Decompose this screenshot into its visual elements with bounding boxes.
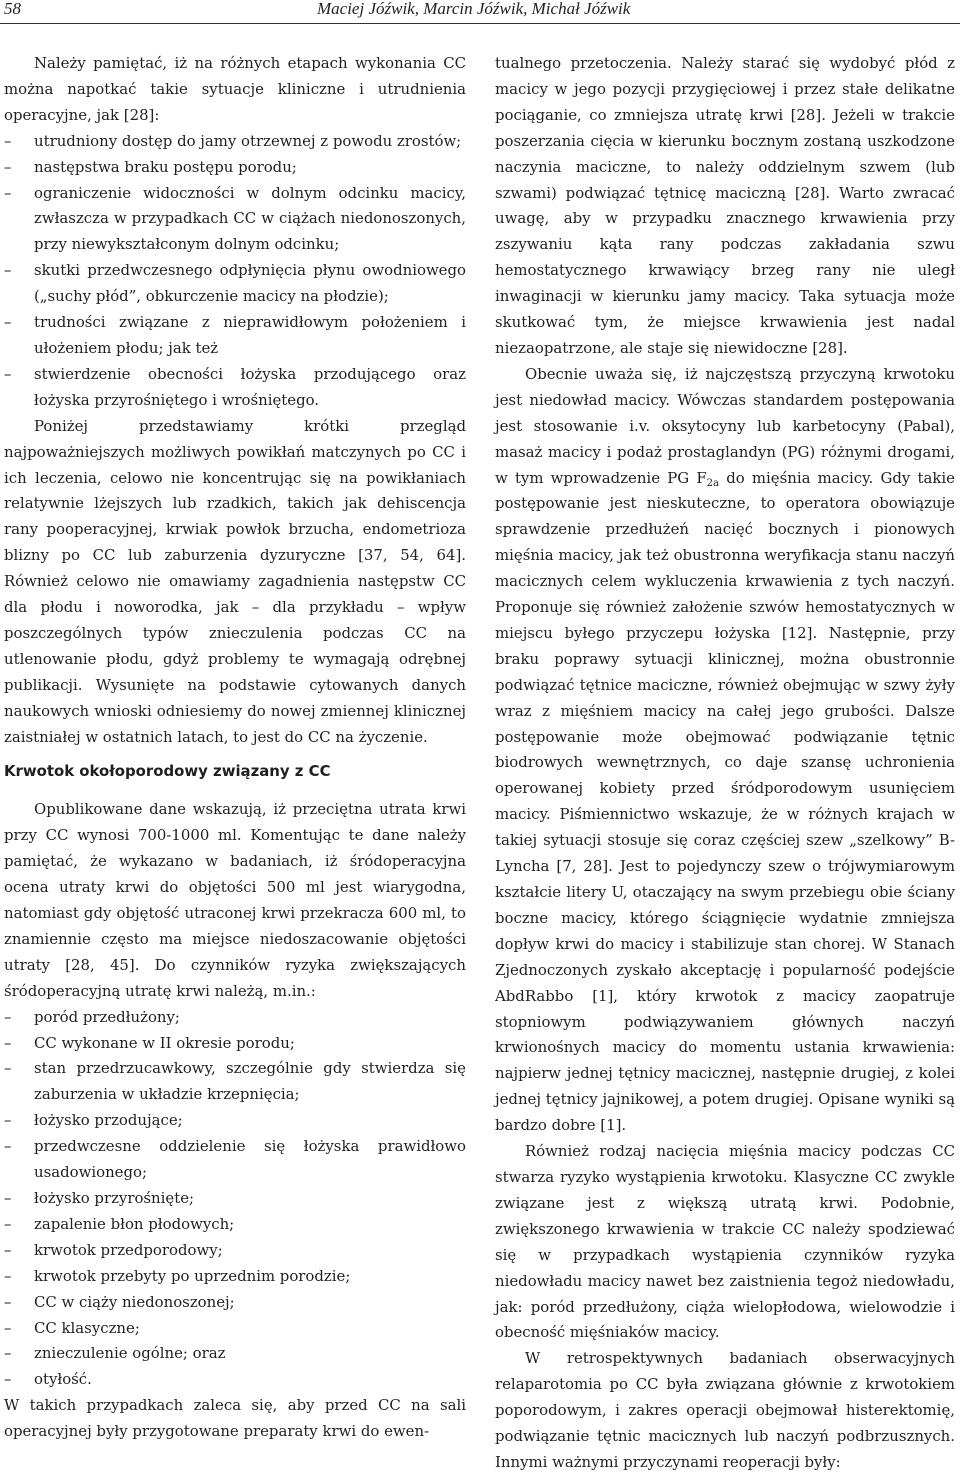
page-header [0, 0, 960, 26]
overview-paragraph: Poniżej przedstawiamy krótki przegląd najpoważniejszych możliwych powikłań matczynych po CC i ich leczenia, celowo nie koncentrując się na powikłaniach relatywnie lżejszych lub rzadkich, takich jak dehiscencja rany pooperacyjnej, krwiak powłok brzucha, endometrioza blizny po CC lub zaburzenia dyzuryczne [37, 54, 64]. Również celowo nie omawiamy zagadnienia następstw CC dla płodu i noworodka, jak – dla przykładu – wpływ poszczególnych typów znieczulenia podczas CC na utlenowanie płodu, gdyż problemy te wymagają odrębnej publikacji. Wysunięte na podstawie cytowanych danych naukowych wnioski odniesiemy do nowej zmiennej klinicznej zaistniałej w ostatnich latach, to jest do CC na życzenie. [4, 416, 466, 746]
section-heading: Krwotok okołoporodowy związany z CC [4, 762, 331, 781]
continuation-paragraph: tualnego przetoczenia. Należy starać się wydobyć płód z macicy w jego pozycji przygięciowej i przez stałe delikatne pociąganie, co zmniejsza utratę krwi [28]. Jeżeli w trakcie poszerzania cięcia w kierunku bocznym zostaną uszkodzone naczynia maciczne, to należy oddzielnym szwem (lub szwami) podwiązać tętnicę maciczną [28]. Warto zwracać uwagę, aby w przypadku znacznego krwawienia przy zszywaniu kąta rany podczas zakładania szwu hemostatycznego krwawiący brzeg rany nie uległ inwaginacji w kierunku jamy macicy. Taka sytuacja może skutkować tym, że miejsce krwawienia jest nadal niezaopatrzone, ale staje się niewidoczne [28]. [495, 54, 955, 357]
right-column [495, 51, 955, 1476]
list-item: – utrudniony dostęp do jamy otrzewnej z powodu zrostów; [4, 129, 466, 155]
list-item: – CC wykonane w II okresie porodu; [4, 1031, 466, 1057]
operative-difficulties-list [4, 129, 466, 414]
subscript: 2a [706, 477, 719, 489]
intro-paragraph: Należy pamiętać, iż na różnych etapach wykonania CC można napotkać takie sytuacje kliniczne i utrudnienia operacyjne, jak [28]: [4, 54, 466, 124]
list-item: – ograniczenie widoczności w dolnym odcinku macicy, zwłaszcza w przypadkach CC w ciążach niedonoszonych, przy niewykształconym dolnym odcinku; [4, 181, 466, 259]
paragraph-text: do mięśnia macicy. Gdy takie postępowanie jest nieskuteczne, to operatora obowiązuje sprawdzenie przedłużeń nacięć bocznych i pionowych mięśnia macicy, jak też obustronna weryfikacja stanu naczyń macicznych celem wykluczenia krwawienia z tych naczyń. Proponuje się również założenie szwów hemostatycznych w miejscu byłego przyczepu łożyska [12]. Następnie, przy braku poprawy sytuacji klinicznej, można obustronnie podwiązać tętnice maciczne, również obejmując w szwy żyły wraz z mięśniem macicy na całej jego grubości. Dalsze postępowanie może obejmować podwiązanie tętnic biodrowych wewnętrznych, co daje szansę uchronienia operowanej kobiety przed śródporodowym usunięciem macicy. Piśmiennictwo wskazuje, że w różnych krajach w takiej sytuacji stosuje się coraz częściej szew „szelkowy” B-Lyncha [7, 28]. Jest to pojedynczy szew o trójwymiarowym kształcie litery U, otaczający na swym przebiegu obie ściany boczne macicy, którego ściągnięcie wydatnie zmniejsza dopływ krwi do macicy i stabilizuje stan chorej. W Stanach Zjednoczonych zyskało akceptację i popularność podejście AbdRabbo [1], który krwotok z macicy zaopatruje stopniowym podwiązywaniem głównych naczyń krwionośnych macicy do momentu ustania krwawienia: najpierw jednej tętnicy macicznej, następnie drugiej, z kolei jednej tętnicy jajnikowej, a potem drugiej. Opisane wyniki są bardzo dobre [1]. [495, 468, 955, 1135]
list-item: – otyłość. [4, 1367, 466, 1393]
header-rule [0, 23, 960, 24]
list-item: – stan przedrzucawkowy, szczególnie gdy stwierdza się zaburzenia w układzie krzepnięcia; [4, 1056, 466, 1108]
list-item: – CC klasyczne; [4, 1316, 466, 1342]
transfusion-paragraph: W takich przypadkach zaleca się, aby przed CC na sali operacyjnej były przygotowane preparaty krwi do ewen- [4, 1396, 466, 1441]
list-item: – skutki przedwczesnego odpłynięcia płynu owodniowego („suchy płód”, obkurczenie macicy na płodzie); [4, 258, 466, 310]
list-item: – stwierdzenie obecności łożyska przodującego oraz łożyska przyrośniętego i wrośniętego. [4, 362, 466, 414]
list-item: – krwotok przedporodowy; [4, 1238, 466, 1264]
relaparotomy-paragraph: W retrospektywnych badaniach obserwacyjnych relaparotomia po CC była związana głównie z krwotokiem poporodowym, i zakres operacji obejmował histerektomię, podwiązanie tętnic macicznych lub naczyń podbrzusznych. Innymi ważnymi przyczynami reoperacji były: [495, 1349, 955, 1471]
list-item: – następstwa braku postępu porodu; [4, 155, 466, 181]
paragraph-text: Obecnie uważa się, iż najczęstszą przyczyną krwotoku jest niedowład macicy. Wówczas standardem postępowania jest stosowanie i.v. oksytocyny lub karbetocyny (Pabal), masaż macicy i podaż prostaglandyn (PG) różnymi drogami, w tym wprowadzenie PG F [495, 364, 955, 487]
list-item: – krwotok przebyty po uprzednim porodzie; [4, 1264, 466, 1290]
list-item: – CC w ciąży niedonoszonej; [4, 1290, 466, 1316]
uterine-atony-paragraph [495, 362, 955, 1139]
incision-type-paragraph: Również rodzaj nacięcia mięśnia macicy podczas CC stwarza ryzyko wystąpienia krwotoku. Klasyczne CC zwykle związane jest z większą utratą krwi. Podobnie, zwiększonego krwawienia w trakcie CC należy spodziewać się w przypadkach wystąpienia czynników ryzyka niedowładu macicy nawet bez zaistnienia tegoż niedowładu, jak: poród przedłużony, ciąża wielopłodowa, wielowodzie i obecność mięśniaków macicy. [495, 1142, 955, 1342]
list-item: – zapalenie błon płodowych; [4, 1212, 466, 1238]
list-item: – przedwczesne oddzielenie się łożyska prawidłowo usadowionego; [4, 1134, 466, 1186]
blood-loss-paragraph: Opublikowane dane wskazują, iż przeciętna utrata krwi przy CC wynosi 700-1000 ml. Komentując te dane należy pamiętać, że wykazano w badaniach, iż śródoperacyjna ocena utraty krwi do objętości 500 ml jest wiarygodna, natomiast gdy objętość utraconej krwi przekracza 600 ml, to znamiennie często ma miejsce niedoszacowanie objętości utraty [28, 45]. Do czynników ryzyka zwiększających śródoperacyjną utratę krwi należą, m.in.: [4, 800, 466, 1000]
list-item: – trudności związane z nieprawidłowym położeniem i ułożeniem płodu; jak też [4, 310, 466, 362]
list-item: – łożysko przyrośnięte; [4, 1186, 466, 1212]
left-column [4, 51, 466, 1445]
list-item: – łożysko przodujące; [4, 1108, 466, 1134]
list-item: – znieczulenie ogólne; oraz [4, 1341, 466, 1367]
list-item: – poród przedłużony; [4, 1005, 466, 1031]
page-number: 58 [4, 0, 21, 18]
risk-factors-list [4, 1005, 466, 1394]
running-head: Maciej Jóźwik, Marcin Jóźwik, Michał Jóźwik [317, 0, 631, 18]
